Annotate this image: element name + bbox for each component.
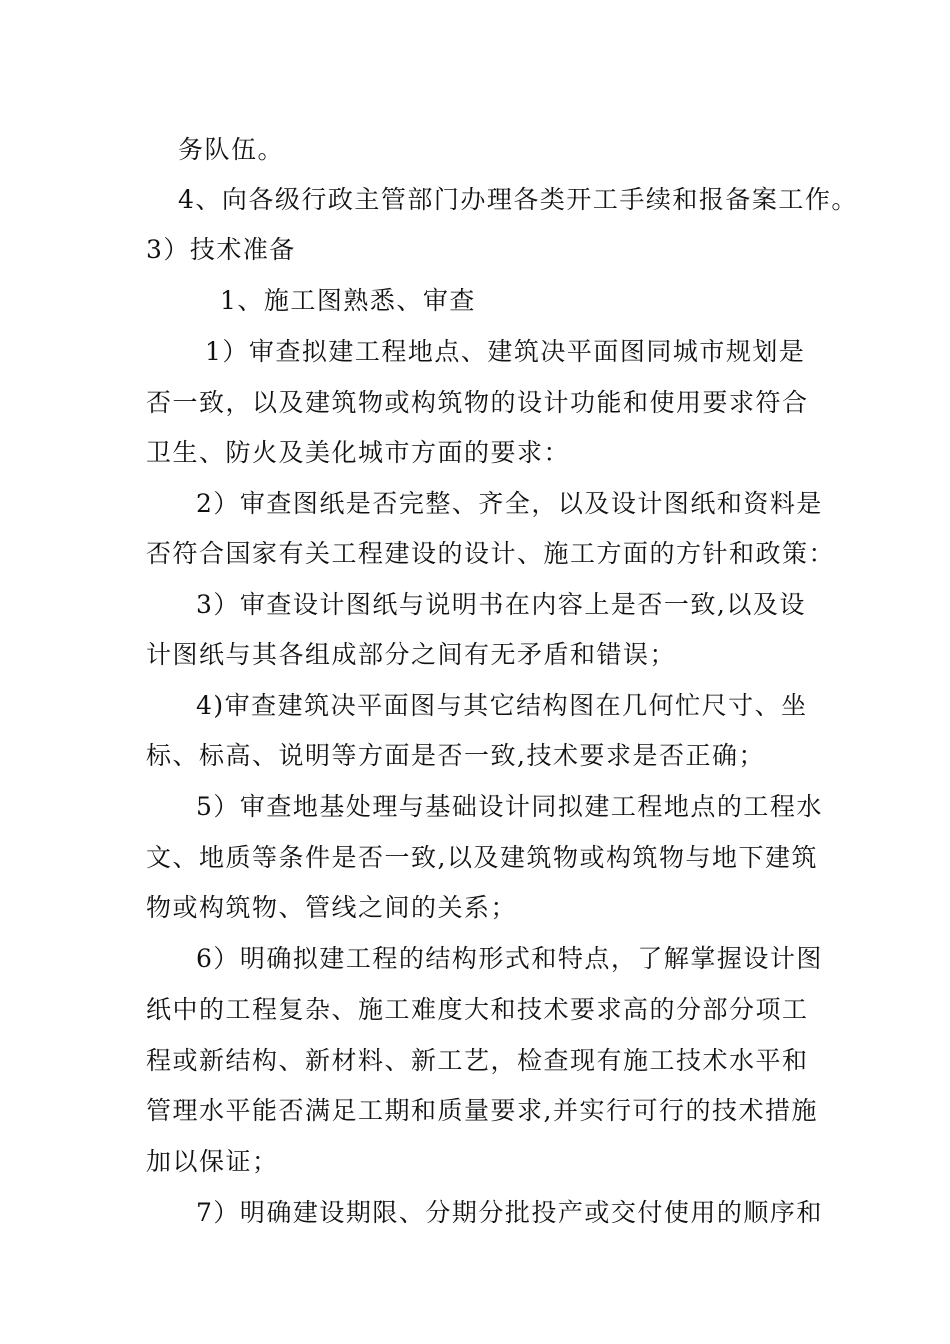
text-line: 3）审查设计图纸与说明书在内容上是否一致,以及设	[196, 590, 806, 619]
text-line: 管理水平能否满足工期和质量要求,并实行可行的技术措施	[146, 1096, 818, 1125]
text-line: 纸中的工程复杂、施工难度大和技术要求高的分部分项工	[146, 995, 809, 1024]
text-line: 1）审查拟建工程地点、建筑决平面图同城市规划是	[205, 337, 806, 366]
text-line: 计图纸与其各组成部分之间有无矛盾和错误；	[146, 640, 677, 669]
text-line: 务队伍。	[178, 135, 285, 164]
text-line: 7）明确建设期限、分期分批投产或交付使用的顺序和	[196, 1198, 823, 1227]
text-line: 文、地质等条件是否一致,以及建筑物或构筑物与地下建筑	[146, 843, 818, 872]
subsection-heading: 1、施工图熟悉、审查	[220, 286, 476, 315]
text-line: 4、向各级行政主管部门办理各类开工手续和报备案工作。	[178, 185, 858, 214]
text-line: 物或构筑物、管线之间的关系；	[146, 893, 518, 922]
text-line: 加以保证；	[146, 1147, 279, 1176]
text-line: 否一致，以及建筑物或构筑物的设计功能和使用要求符合	[146, 388, 809, 417]
text-line: 标、标高、说明等方面是否一致,技术要求是否正确；	[146, 741, 765, 770]
text-line: 5）审查地基处理与基础设计同拟建工程地点的工程水	[196, 792, 823, 821]
text-line: 程或新结构、新材料、新工艺，检查现有施工技术水平和	[146, 1046, 809, 1075]
text-line: 2）审查图纸是否完整、齐全，以及设计图纸和资料是	[196, 489, 823, 518]
text-line: 4)审查建筑决平面图与其它结构图在几何忙尺寸、坐	[196, 691, 808, 720]
text-line: 否符合国家有关工程建设的设计、施工方面的方针和政策：	[146, 539, 836, 568]
text-line: 6）明确拟建工程的结构形式和特点，了解掌握设计图	[196, 944, 823, 973]
text-line: 卫生、防火及美化城市方面的要求：	[146, 438, 571, 467]
section-heading: 3）技术准备	[146, 235, 296, 264]
